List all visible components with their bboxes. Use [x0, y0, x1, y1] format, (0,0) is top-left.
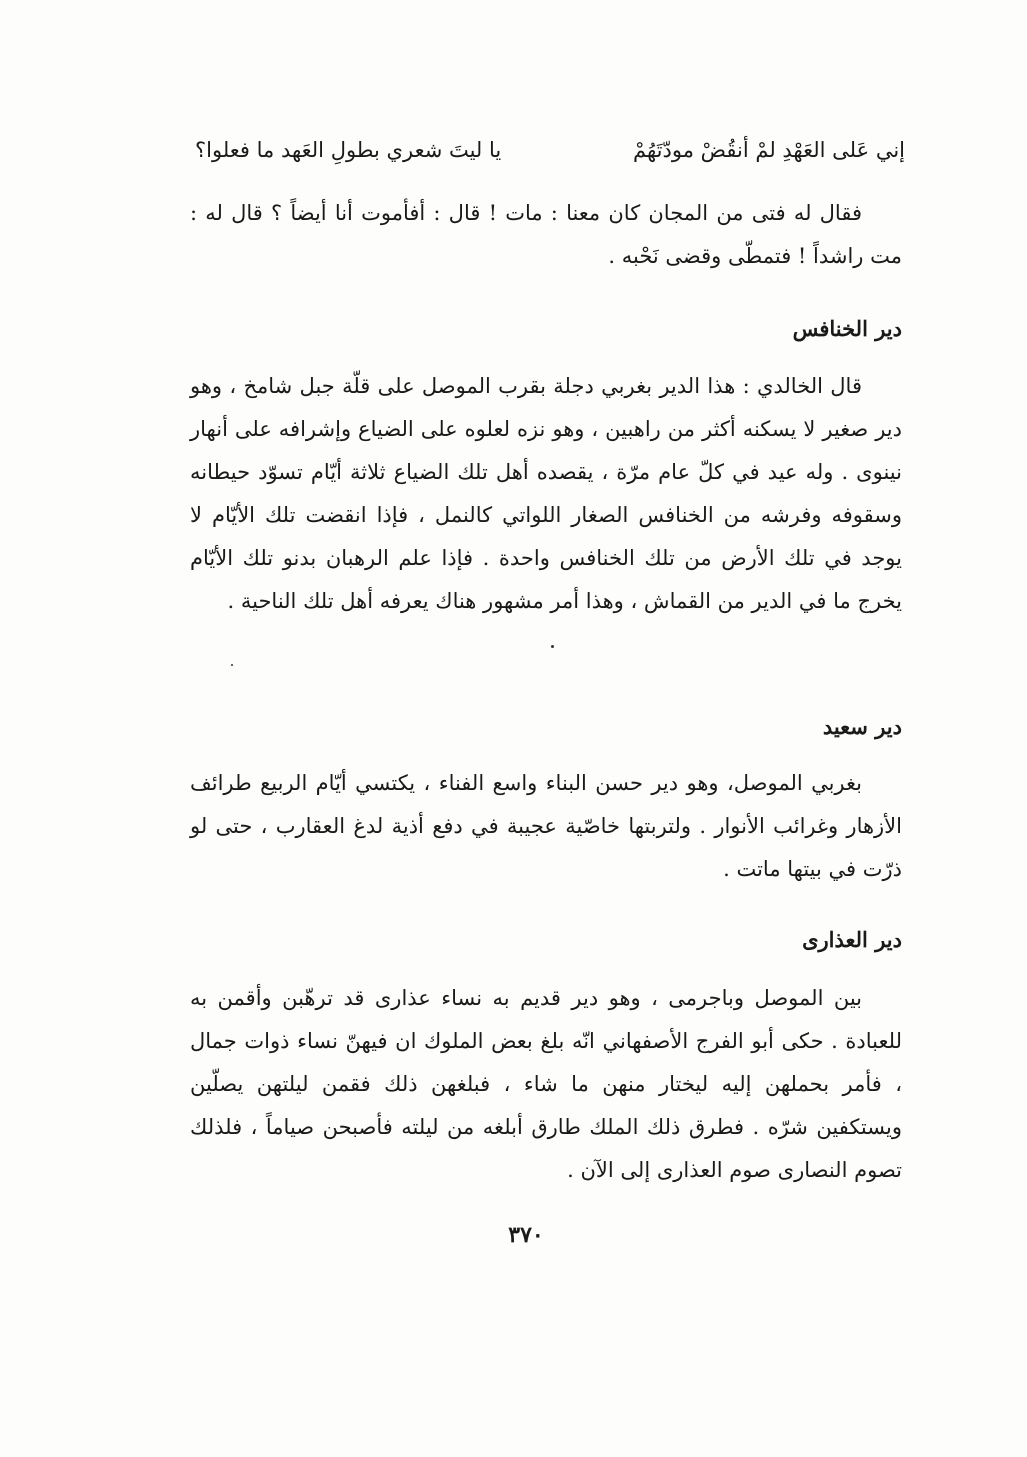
- section-body-adhara: بين الموصل وباجرمى ، وهو دير قديم به نساء عذارى قد ترهّبن وأقمن به للعبادة . حكى أبو الفرج الأصفهاني انّه بلغ بعض الملوك ان فيهنّ نساء ذوات جمال ، فأمر بحملهن إليه ليختار منهن ما شاء ، فبلغهن ذلك فقمن ليلتهن يصلّين ويستكفين شرّه . فطرق ذلك الملك طارق أبلغه من ليلته فأصبحن صياماً ، فلذلك تصوم النصارى صوم العذارى إلى الآن .: [190, 986, 902, 1182]
- page-number: ٣٧٠: [508, 1222, 544, 1248]
- section-heading-said: دير سعيد: [822, 714, 902, 739]
- verse-hemistich-right: إني عَلى العَهْدِ لمْ أنقُضْ مودّتَهُمْ: [633, 138, 905, 162]
- print-speck: [231, 664, 233, 666]
- section-heading-khanafis: دير الخنافس: [792, 316, 902, 341]
- section-body-khanafis: قال الخالدي : هذا الدير بغربي دجلة بقرب الموصل على قلّة جبل شامخ ، وهو دير صغير لا يسكنه أكثر من راهبين ، وهو نزه لعلوه على الضياع وإشرافه على أنهار نينوى . وله عيد في كلّ عام مرّة ، يقصده أهل تلك الضياع ثلاثة أيّام تسوّد حيطانه وسقوفه وفرشه من الخنافس الصغار اللواتي كالنمل ، فإذا انقضت تلك الأيّام لا يوجد في تلك الأرض من تلك الخنافس واحدة . فإذا علم الرهبان بدنو تلك الأيّام يخرج ما في الدير من القماش ، وهذا أمر مشهور هناك يعرفه أهل تلك الناحية .: [190, 374, 902, 613]
- section-body-said: بغربي الموصل، وهو دير حسن البناء واسع الفناء ، يكتسي أيّام الربيع طرائف الأزهار وغرائب الأنوار . ولتربتها خاصّية عجيبة في دفع أذية لدغ العقارب ، حتى لو ذرّت في بيتها ماتت .: [190, 771, 902, 881]
- verse-hemistich-left: يا ليتَ شعري بطولِ العَهد ما فعلوا؟: [195, 138, 502, 162]
- poetry-verse: [195, 128, 905, 172]
- intro-paragraph: فقال له فتى من المجان كان معنا : مات ! قال : أفأموت أنا أيضاً ؟ قال له : مت راشداً ! فتمطّى وقضى نَحْبه .: [190, 201, 902, 268]
- section-heading-adhara: دير العذارى: [802, 927, 902, 952]
- print-speck: [551, 645, 554, 648]
